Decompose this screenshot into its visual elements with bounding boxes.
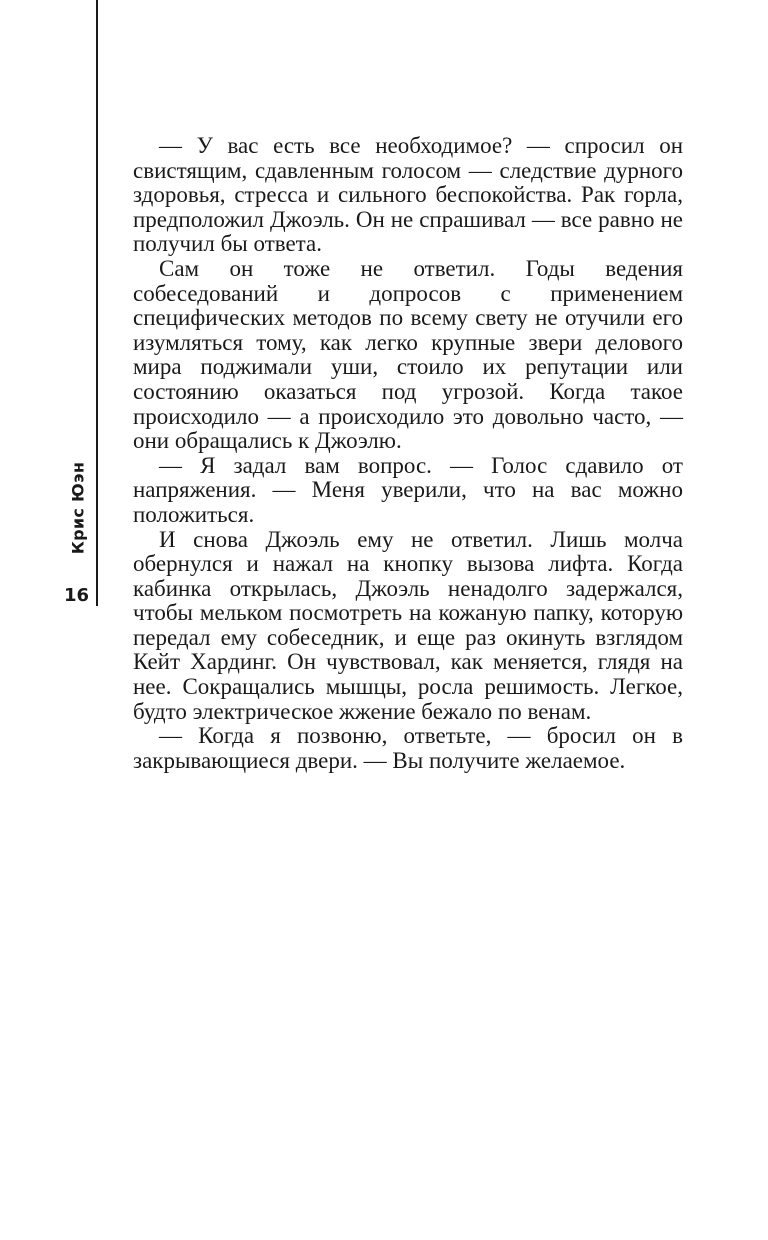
paragraph: И снова Джоэль ему не ответил. Лишь молча обернулся и нажал на кнопку вызова лифта. Когда кабинка открылась, Джоэль ненадолго задержался, чтобы мельком посмотреть на кожаную папку, которую передал ему собеседник, и еще раз окинуть взглядом Кейт Хардинг. Он чувствовал, как меняется, глядя на нее. Сокращались мышцы, росла решимость. Легкое, будто электрическое жжение бежало по венам. bbox=[133, 526, 683, 724]
body-text bbox=[133, 134, 683, 773]
running-head-author: Крис Юэн bbox=[68, 461, 88, 555]
paragraph: — Я задал вам вопрос. — Голос сдавило от напряжения. — Меня уверили, что на вас можно положиться. bbox=[133, 452, 683, 527]
page-number: 16 bbox=[64, 585, 90, 606]
paragraph: — У вас есть все необходимое? — спросил он свистящим, сдавленным голосом — следствие дурного здоровья, стресса и сильного беспокойства. Рак горла, предположил Джоэль. Он не спрашивал — все равно не получил бы ответа. bbox=[133, 133, 683, 257]
paragraph: Сам он тоже не ответил. Годы ведения собеседований и допросов с применением специфических методов по всему свету не отучили его изумляться тому, как легко крупные звери делового мира поджимали уши, стоило их репутации или состоянию оказаться под угрозой. Когда такое происходило — а происходило это довольно часто, — они обращались к Джоэлю. bbox=[133, 255, 683, 454]
paragraph: — Когда я позвоню, ответьте, — бросил он в закрывающиеся двери. — Вы получите желаемое. bbox=[133, 723, 683, 773]
margin-rule bbox=[96, 0, 98, 606]
